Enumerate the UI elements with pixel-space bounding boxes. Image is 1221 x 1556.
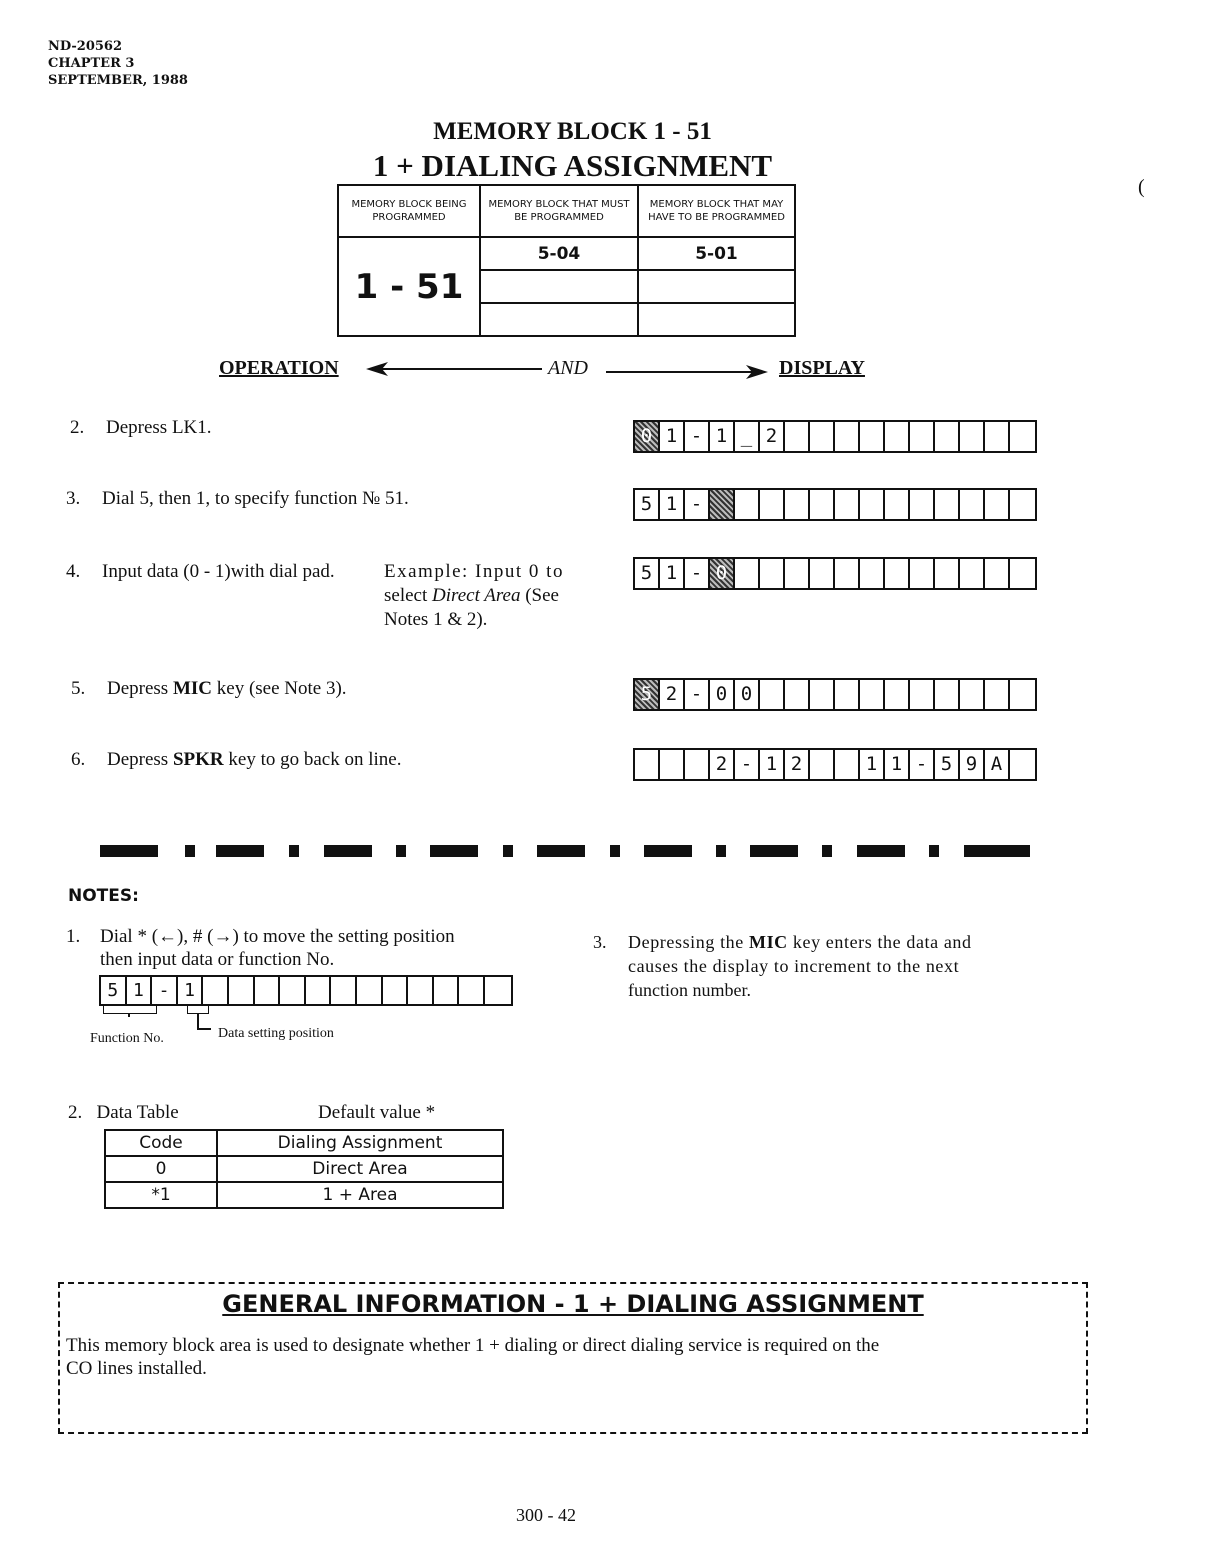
lcd-cell (1010, 422, 1035, 451)
lcd-cell (785, 422, 810, 451)
lcd-cell (910, 680, 935, 709)
separator-dot (716, 845, 726, 857)
lcd-cell (835, 422, 860, 451)
lcd-cell (459, 977, 485, 1004)
data-table-header: Dialing Assignment (217, 1130, 503, 1156)
lcd-display-step-6 (633, 748, 1037, 781)
lcd-cell (1010, 680, 1035, 709)
lcd-cell (760, 490, 785, 519)
separator-dash (100, 845, 158, 857)
step-6: 6. Depress SPKR key to go back on line. (71, 749, 402, 770)
lcd-cell: - (685, 490, 710, 519)
lcd-cell: 2 (710, 750, 735, 779)
lcd-cell (935, 422, 960, 451)
code-cell: 0 (105, 1156, 217, 1182)
page-number: 300 - 42 (516, 1505, 576, 1525)
and-label: AND (548, 357, 588, 379)
may-cell: 5-01 (638, 237, 795, 270)
lcd-cell: 1 (710, 422, 735, 451)
separator-dot (396, 845, 406, 857)
lcd-cell (229, 977, 255, 1004)
data-table (104, 1129, 504, 1209)
separator-dot (610, 845, 620, 857)
must-cell (480, 270, 638, 303)
document-header (48, 38, 188, 89)
data-bracket-stem (197, 1013, 199, 1029)
separator-dash (750, 845, 798, 857)
lcd-cell (960, 422, 985, 451)
lcd-display-step-2 (633, 420, 1037, 453)
lcd-cell (485, 977, 511, 1004)
separator-dash (216, 845, 264, 857)
lcd-cell: 0 (710, 680, 735, 709)
lcd-cell: 9 (960, 750, 985, 779)
lcd-cell (860, 422, 885, 451)
lcd-cell (434, 977, 460, 1004)
lcd-cell (1010, 750, 1035, 779)
lcd-cell (985, 490, 1010, 519)
page-title: MEMORY BLOCK 1 - 51 (433, 118, 712, 145)
lcd-cell (885, 490, 910, 519)
function-no-label: Function No. (90, 1031, 164, 1046)
lcd-cell (357, 977, 383, 1004)
separator-dash (644, 845, 692, 857)
display-label: DISPLAY (779, 357, 865, 379)
lcd-cell (835, 559, 860, 588)
general-information-title: GENERAL INFORMATION - 1 + DIALING ASSIGNMENT (222, 1290, 924, 1318)
memory-block-number: 1 - 51 (338, 237, 480, 336)
assignment-cell: 1 + Area (217, 1182, 503, 1208)
lcd-cell (985, 559, 1010, 588)
lcd-cell (935, 680, 960, 709)
step-4: 4. Input data (0 - 1)with dial pad. Example: Input 0 to select Direct Area (See Notes 1 & 2). (66, 561, 564, 630)
lcd-cell (760, 680, 785, 709)
step-3: 3. Dial 5, then 1, to specify function № 51. (66, 488, 409, 509)
code-cell: *1 (105, 1182, 217, 1208)
lcd-cell (835, 490, 860, 519)
default-value-label: Default value * (318, 1102, 436, 1123)
lcd-cell: 1 (660, 559, 685, 588)
separator-dot (289, 845, 299, 857)
step-2: 2. Depress LK1. (70, 417, 212, 438)
lcd-cell (383, 977, 409, 1004)
may-cell (638, 303, 795, 336)
lcd-cell: 0 (710, 559, 735, 588)
page-subtitle: 1 + DIALING ASSIGNMENT (372, 148, 773, 183)
lcd-cell (810, 422, 835, 451)
lcd-cell (910, 490, 935, 519)
lcd-cell (785, 559, 810, 588)
lcd-cell (735, 490, 760, 519)
lcd-cell (960, 680, 985, 709)
lcd-cell (785, 680, 810, 709)
general-information-body: This memory block area is used to designate whether 1 + dialing or direct dialing service is required on the CO lines installed. (66, 1335, 880, 1379)
memory-block-table (337, 184, 796, 337)
lcd-cell (960, 559, 985, 588)
lcd-cell: 1 (885, 750, 910, 779)
lcd-cell: 1 (178, 977, 204, 1004)
lcd-cell (331, 977, 357, 1004)
doc-date: SEPTEMBER, 1988 (48, 73, 188, 88)
table-row (105, 1182, 503, 1208)
doc-number: ND-20562 (48, 39, 123, 54)
lcd-cell (810, 750, 835, 779)
lcd-cell: 1 (660, 490, 685, 519)
lcd-cell (935, 490, 960, 519)
assignment-cell: Direct Area (217, 1156, 503, 1182)
data-table-title: 2. Data Table (68, 1102, 179, 1123)
data-bracket-foot (197, 1028, 211, 1030)
separator-dot (929, 845, 939, 857)
lcd-cell: 5 (635, 490, 660, 519)
lcd-cell (760, 559, 785, 588)
lcd-cell: - (685, 559, 710, 588)
lcd-cell: A (985, 750, 1010, 779)
lcd-cell (660, 750, 685, 779)
lcd-cell: 2 (760, 422, 785, 451)
lcd-cell (1010, 559, 1035, 588)
lcd-cell: - (685, 680, 710, 709)
lcd-display-step-5 (633, 678, 1037, 711)
separator-dot (822, 845, 832, 857)
lcd-cell (860, 680, 885, 709)
separator-dash (857, 845, 905, 857)
right-arrow-icon (606, 364, 768, 380)
lcd-cell (810, 559, 835, 588)
lcd-cell (306, 977, 332, 1004)
lcd-display-step-3 (633, 488, 1037, 521)
lcd-cell: 5 (635, 680, 660, 709)
lcd-cell (910, 559, 935, 588)
data-table-header: Code (105, 1130, 217, 1156)
lcd-cell: 1 (127, 977, 153, 1004)
step-5: 5. Depress MIC key (see Note 3). (71, 678, 347, 699)
lcd-cell: 0 (735, 680, 760, 709)
lcd-cell (885, 680, 910, 709)
separator-dash (964, 845, 1030, 857)
lcd-cell (810, 680, 835, 709)
separator-dot (503, 845, 513, 857)
col-may-have-to-be-programmed-header: MEMORY BLOCK THAT MAY HAVE TO BE PROGRAMMED (638, 185, 795, 237)
lcd-cell: _ (735, 422, 760, 451)
must-cell (480, 303, 638, 336)
lcd-cell (1010, 490, 1035, 519)
lcd-cell (835, 750, 860, 779)
notes-heading: NOTES: (68, 886, 139, 906)
lcd-cell (935, 559, 960, 588)
lcd-cell (810, 490, 835, 519)
table-row (105, 1156, 503, 1182)
separator-dot (185, 845, 195, 857)
lcd-cell (885, 559, 910, 588)
lcd-cell (710, 490, 735, 519)
lcd-cell (835, 680, 860, 709)
col-must-be-programmed-header: MEMORY BLOCK THAT MUST BE PROGRAMMED (480, 185, 638, 237)
lcd-cell (985, 680, 1010, 709)
lcd-cell (910, 422, 935, 451)
must-cell: 5-04 (480, 237, 638, 270)
left-arrow-icon (366, 361, 544, 377)
function-bracket-tick (128, 1013, 130, 1017)
lcd-cell: - (735, 750, 760, 779)
lcd-cell (860, 559, 885, 588)
lcd-cell (685, 750, 710, 779)
separator-dash (537, 845, 585, 857)
lcd-cell: 1 (760, 750, 785, 779)
lcd-cell: 5 (101, 977, 127, 1004)
lcd-cell (255, 977, 281, 1004)
lcd-cell (408, 977, 434, 1004)
lcd-cell: 2 (660, 680, 685, 709)
lcd-cell (985, 422, 1010, 451)
col-being-programmed-header: MEMORY BLOCK BEING PROGRAMMED (338, 185, 480, 237)
operation-label: OPERATION (219, 357, 339, 379)
lcd-cell (860, 490, 885, 519)
lcd-cell (203, 977, 229, 1004)
stray-mark: ( (1138, 176, 1145, 198)
lcd-cell (280, 977, 306, 1004)
lcd-cell (735, 559, 760, 588)
lcd-display-step-4 (633, 557, 1037, 590)
lcd-cell (960, 490, 985, 519)
data-setting-label: Data setting position (218, 1026, 334, 1041)
lcd-display-note-1 (99, 975, 513, 1006)
chapter-label: CHAPTER 3 (48, 56, 135, 71)
function-bracket (103, 1005, 157, 1014)
lcd-cell (785, 490, 810, 519)
lcd-cell: - (910, 750, 935, 779)
may-cell (638, 270, 795, 303)
lcd-cell: 5 (635, 559, 660, 588)
general-information-box (58, 1282, 1088, 1434)
lcd-cell: - (685, 422, 710, 451)
lcd-cell (635, 750, 660, 779)
lcd-cell: 2 (785, 750, 810, 779)
lcd-cell (885, 422, 910, 451)
separator-dash (324, 845, 372, 857)
lcd-cell: 0 (635, 422, 660, 451)
lcd-cell: - (152, 977, 178, 1004)
separator-dash (430, 845, 478, 857)
lcd-cell: 5 (935, 750, 960, 779)
lcd-cell: 1 (860, 750, 885, 779)
lcd-cell: 1 (660, 422, 685, 451)
